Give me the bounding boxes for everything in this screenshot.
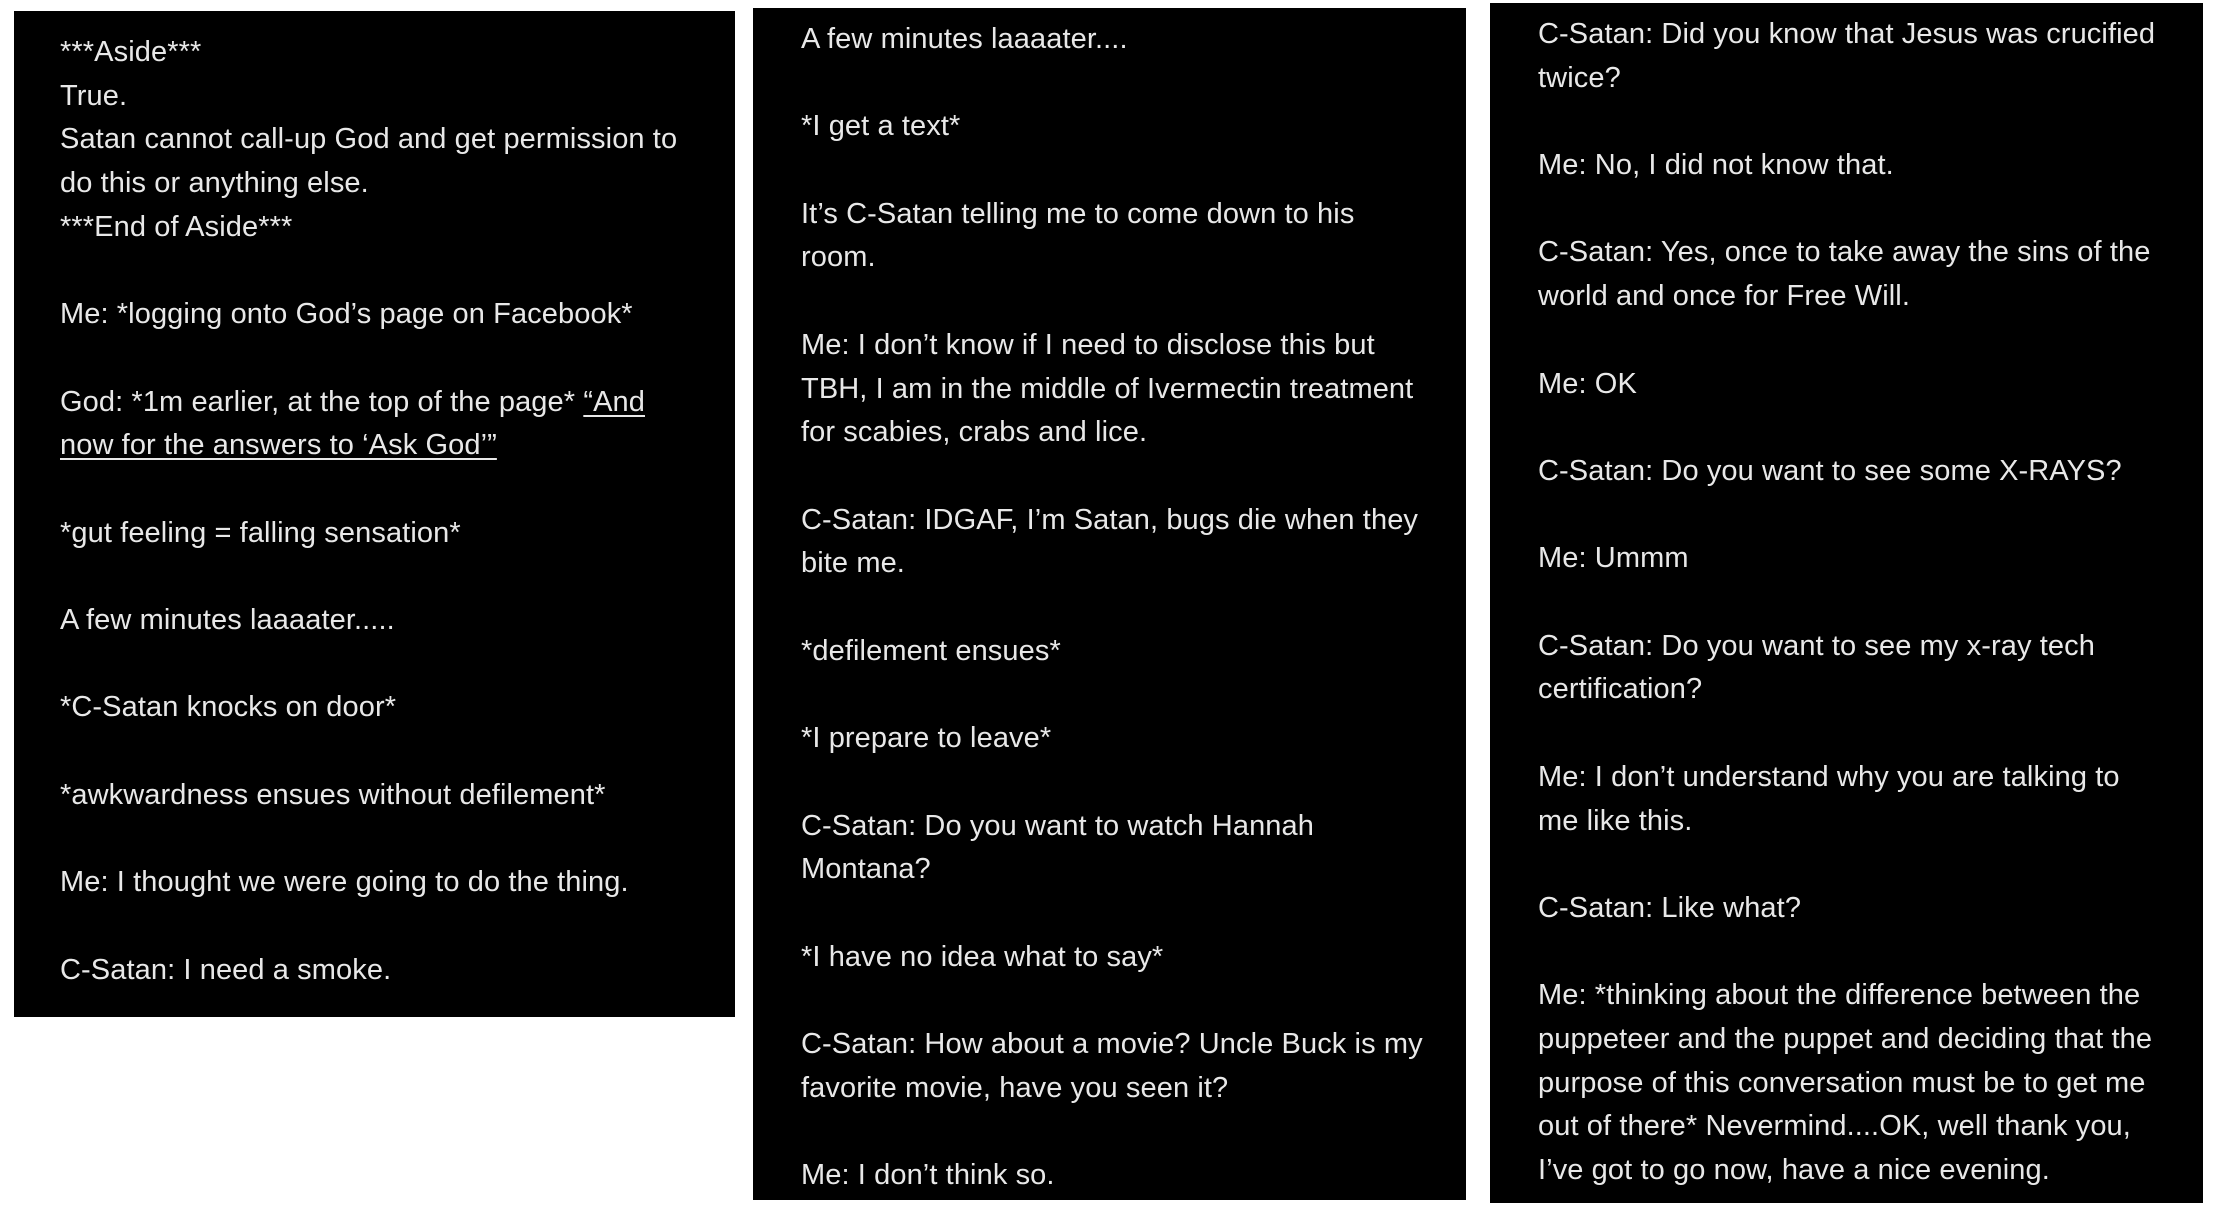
blank-line — [60, 337, 735, 381]
text-line: out of there* Nevermind....OK, well thank you, — [1538, 1110, 2131, 1143]
text-line: purpose of this conversation must be to get me — [1538, 1066, 2146, 1099]
text-line: A few minutes laaaater..... — [60, 604, 395, 637]
screenshot-panel-3 — [1490, 3, 2203, 1203]
blank-line — [60, 730, 735, 774]
text-line: *defilement ensues* — [801, 634, 1061, 667]
text-line: Satan cannot call-up God and get permission to — [60, 123, 678, 156]
text-line: *gut feeling = falling sensation* — [60, 516, 461, 549]
blank-line — [801, 586, 1466, 630]
text-line: room. — [801, 241, 876, 274]
text-line: Me: I don’t think so. — [801, 1159, 1055, 1192]
text-line: TBH, I am in the middle of Ivermectin treatment — [801, 372, 1414, 405]
text-line: puppeteer and the puppet and deciding that the — [1538, 1023, 2153, 1056]
blank-line — [1538, 581, 2203, 625]
blank-line — [60, 250, 735, 294]
text-line: *I have no idea what to say* — [801, 940, 1164, 973]
blank-line — [60, 643, 735, 687]
underlined-link-text: “And — [583, 385, 645, 418]
text-line: favorite movie, have you seen it? — [801, 1071, 1229, 1104]
blank-line — [801, 149, 1466, 193]
text-line: C-Satan: How about a movie? Uncle Buck is my — [801, 1028, 1423, 1061]
blank-line — [801, 892, 1466, 936]
text-line: C-Satan: IDGAF, I’m Satan, bugs die when they — [801, 503, 1419, 536]
text-line — [60, 381, 735, 425]
text-line: C-Satan: I need a smoke. — [60, 953, 392, 986]
text-line: I’ve got to go now, have a nice evening. — [1538, 1154, 2050, 1187]
text-line: Me: I don’t know if I need to disclose this but — [801, 328, 1375, 361]
text-line: Me: *thinking about the difference between the — [1538, 979, 2141, 1012]
text-line: *C-Satan knocks on door* — [60, 691, 397, 724]
text-line: world and once for Free Will. — [1538, 280, 1910, 313]
text-line: Me: I thought we were going to do the thing. — [60, 866, 629, 899]
text-line: Me: No, I did not know that. — [1538, 149, 1894, 182]
text-line: C-Satan: Do you want to see my x-ray tech — [1538, 629, 2095, 662]
text-line: ***Aside*** — [60, 36, 202, 68]
text-line: bite me. — [801, 547, 905, 580]
text-line: C-Satan: Did you know that Jesus was crucified — [1538, 18, 2156, 50]
blank-line — [801, 62, 1466, 106]
text-line: Me: Ummm — [1538, 542, 1689, 575]
text-line: *I prepare to leave* — [801, 722, 1052, 755]
blank-line — [60, 905, 735, 949]
screenshot-panel-2 — [753, 8, 1466, 1200]
text-line: A few minutes laaaater.... — [801, 23, 1128, 55]
blank-line — [1538, 100, 2203, 144]
blank-line — [1538, 406, 2203, 450]
text-line: It’s C-Satan telling me to come down to his — [801, 197, 1355, 230]
blank-line — [1538, 319, 2203, 363]
blank-line — [60, 555, 735, 599]
text-line: Me: I don’t understand why you are talking to — [1538, 760, 2120, 793]
blank-line — [1538, 494, 2203, 538]
text-line: certification? — [1538, 673, 1703, 706]
text-line: twice? — [1538, 61, 1621, 94]
text-line: Montana? — [801, 853, 931, 886]
blank-line — [801, 761, 1466, 805]
text-line: True. — [60, 79, 128, 112]
blank-line — [801, 673, 1466, 717]
blank-line — [60, 468, 735, 512]
text-line: C-Satan: Like what? — [1538, 891, 1802, 924]
blank-line — [801, 1110, 1466, 1154]
blank-line — [801, 280, 1466, 324]
text-line: for scabies, crabs and lice. — [801, 416, 1148, 449]
blank-line — [1538, 188, 2203, 232]
text-line: me like this. — [1538, 804, 1693, 837]
blank-line — [1538, 712, 2203, 756]
line-segment: God: *1m earlier, at the top of the page* — [60, 385, 584, 418]
blank-line — [801, 455, 1466, 499]
text-line: C-Satan: Yes, once to take away the sins of the — [1538, 236, 2151, 269]
text-line: C-Satan: Do you want to watch Hannah — [801, 809, 1314, 842]
text-line: Me: *logging onto God’s page on Facebook* — [60, 298, 633, 331]
text-line — [60, 424, 735, 468]
text-line: Me: OK — [1538, 367, 1637, 400]
text-line: *awkwardness ensues without defilement* — [60, 778, 606, 811]
screenshot-panel-1 — [14, 11, 735, 1017]
blank-line — [801, 979, 1466, 1023]
blank-line — [60, 818, 735, 862]
text-line: ***End of Aside*** — [60, 210, 293, 243]
text-line: C-Satan: Do you want to see some X-RAYS? — [1538, 454, 2122, 487]
blank-line — [1538, 931, 2203, 975]
underlined-link-text: now for the answers to ‘Ask God’” — [60, 429, 497, 462]
text-line: *I get a text* — [801, 110, 961, 143]
blank-line — [1538, 843, 2203, 887]
text-line: do this or anything else. — [60, 167, 369, 200]
